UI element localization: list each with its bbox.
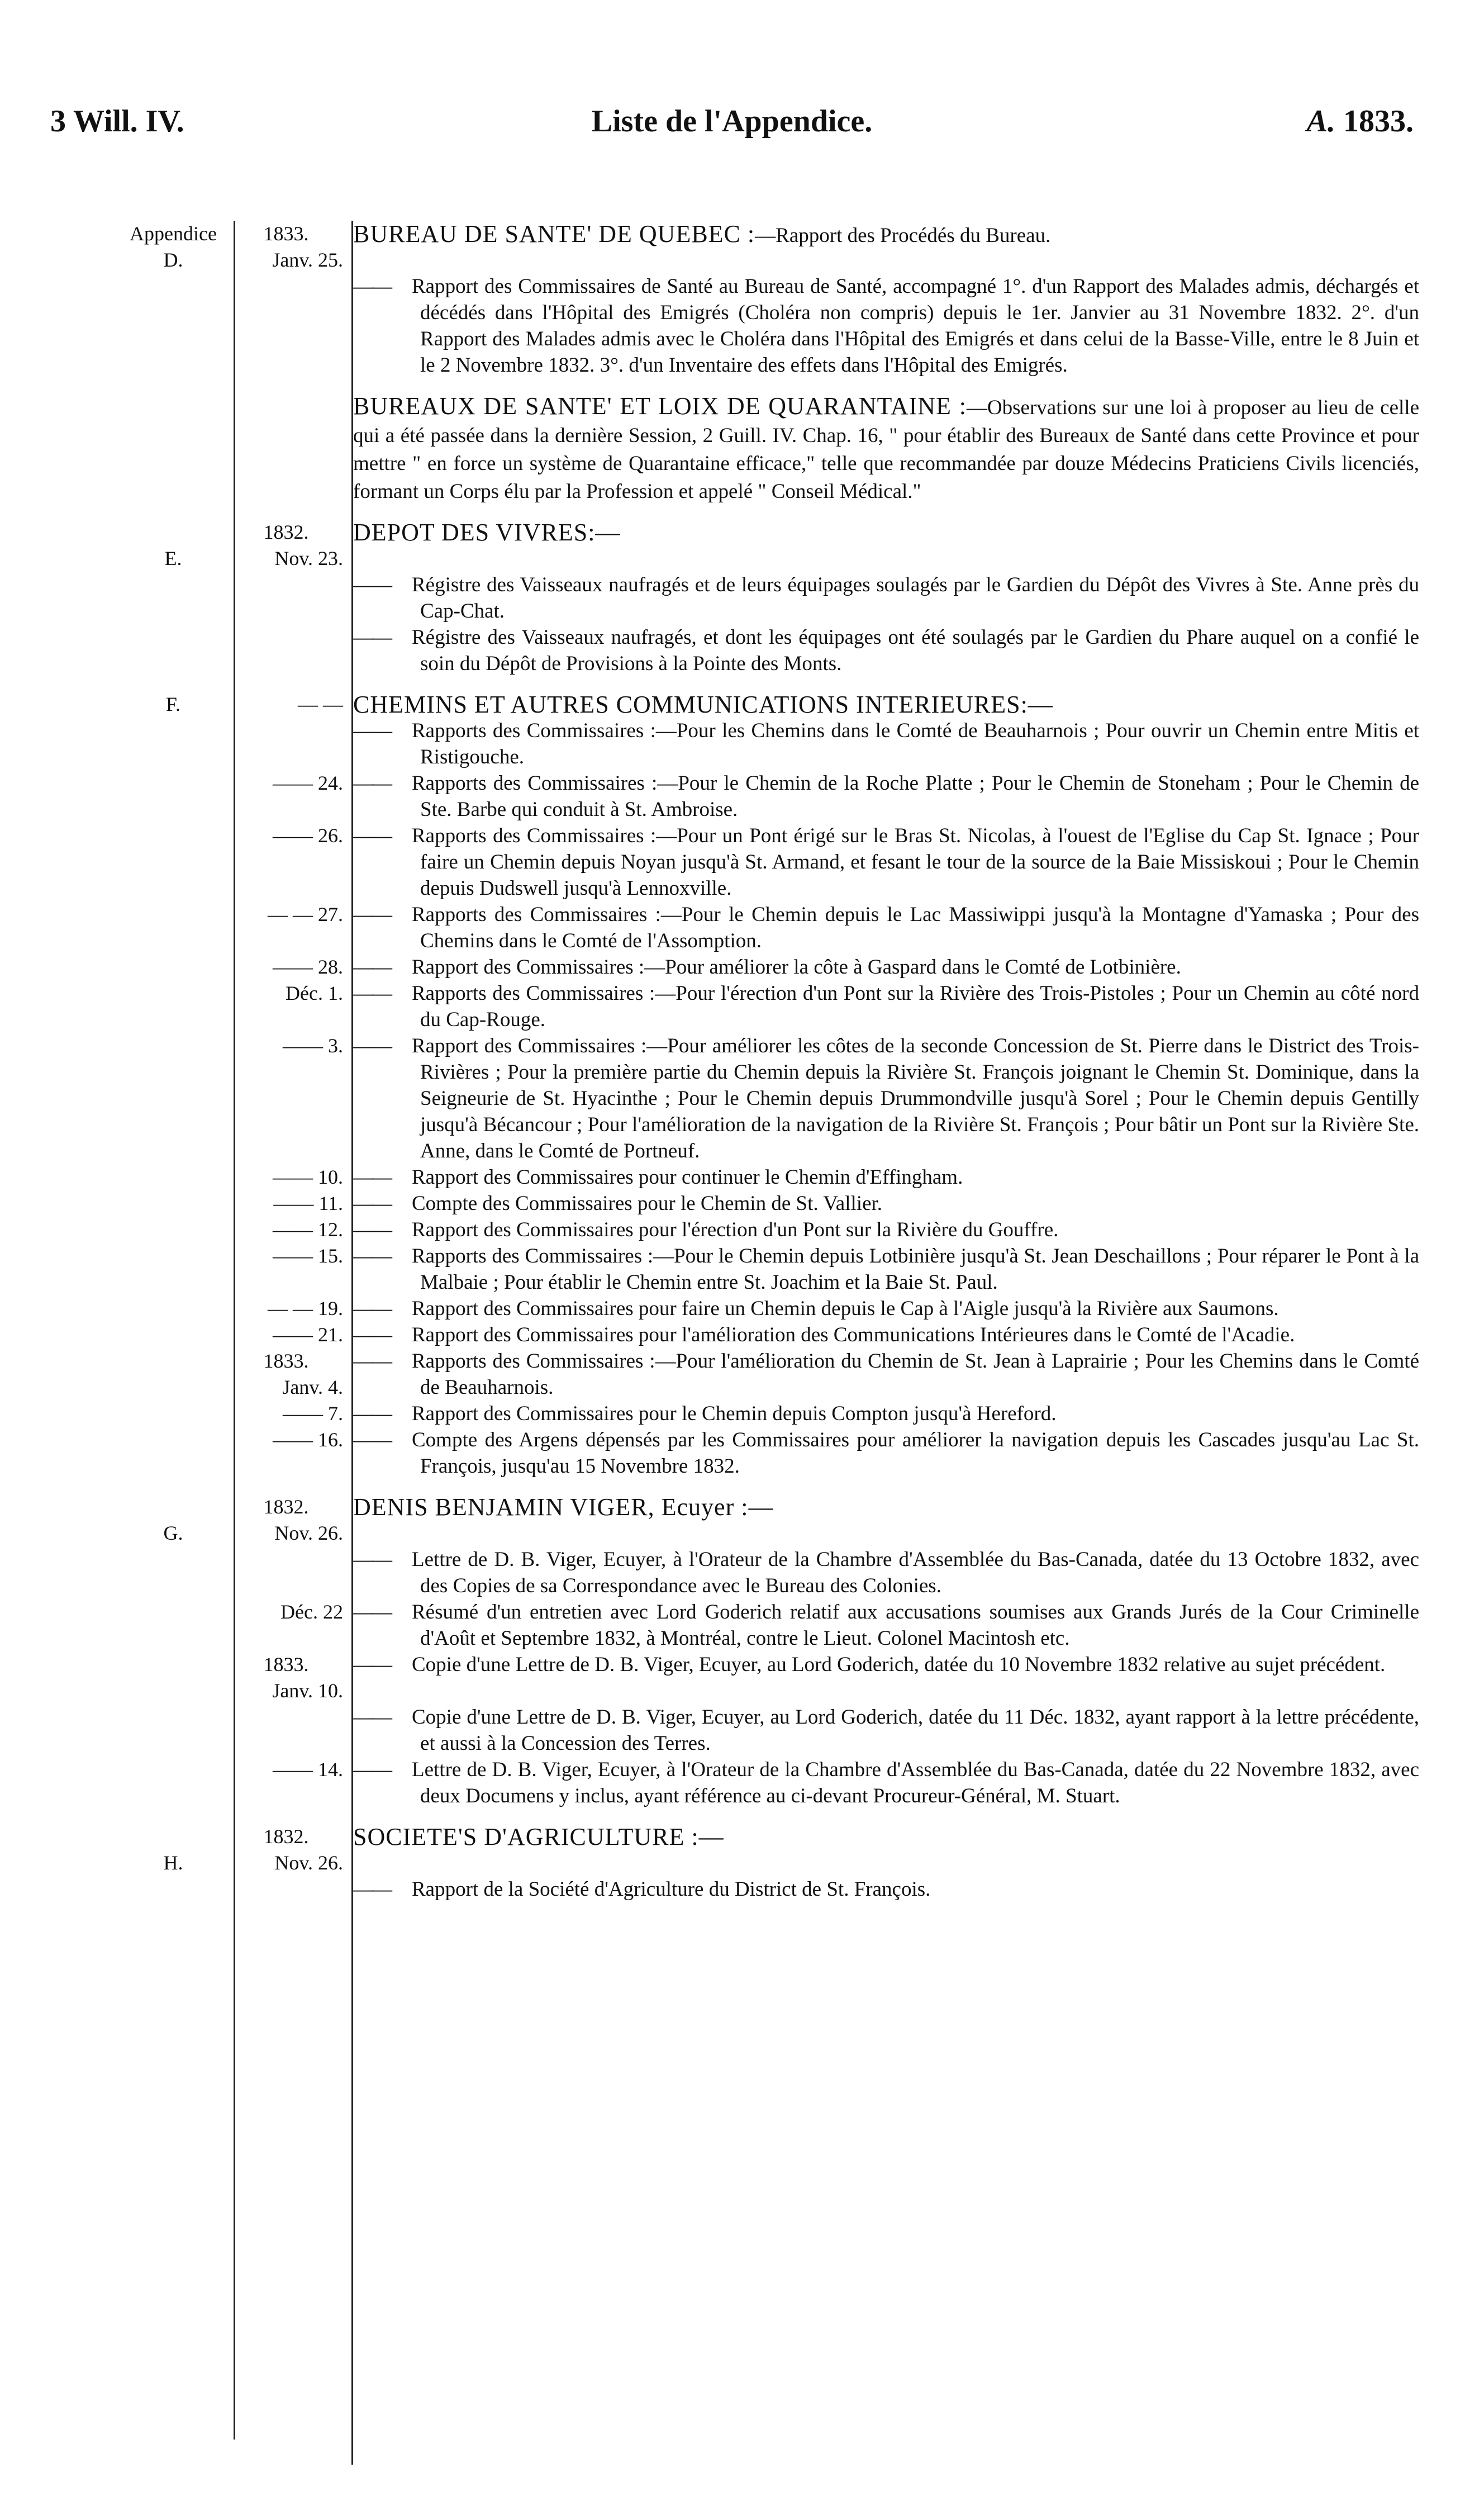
appendix-spacer — [117, 1651, 229, 1678]
appendix-entry — [117, 1427, 1419, 1479]
entry-year: 1832. — [263, 1825, 309, 1848]
entry-dash: —— — [353, 1297, 390, 1320]
appendix-letter: F. — [165, 693, 181, 715]
entry-text-cell — [346, 691, 1419, 718]
entry-dash: —— — [353, 1402, 390, 1425]
appendix-cell — [117, 221, 229, 273]
entry-text: Compte des Argens dépensés par les Commissaires pour améliorer la navigation depuis les Cascades jusqu'au Lac St. François, jusqu'au 15 Novembre 1832. — [412, 1429, 1419, 1478]
entry-text: Régistre des Vaisseaux naufragés, et dont les équipages ont été soulagés par le Gardien du Phare auquel on a confié le soin du Dépôt de Provisions à la Pointe des Monts. — [412, 626, 1419, 675]
entry-year: 1833. — [263, 1350, 309, 1372]
entry-heading — [353, 1824, 1419, 1850]
appendix-entry — [117, 1164, 1419, 1190]
heading-description: —Observations sur une loi à proposer au lieu de celle qui a été passée dans la dernière Session, 2 Guill. IV. Chap. 16, " pour établir des Bureaux de Santé dans cette Province et pour mettre " en force un système de Quarantaine efficace," telle que recommandée par douze Médecins Praticiens Civils licenciés, formant un Corps élu par la Profession et appelé " Conseil Médical." — [353, 396, 1419, 503]
heading-title: BUREAU DE SANTE' DE QUEBEC : — [353, 220, 755, 248]
entry-date: —— 21. — [273, 1323, 343, 1346]
entry-dash: —— — [353, 1758, 390, 1781]
entry-text-cell — [346, 1494, 1419, 1520]
entry-dash: —— — [353, 1878, 390, 1901]
appendix-entry — [117, 1651, 1419, 1704]
entry-text: Rapports des Commissaires :—Pour l'amélioration du Chemin de St. Jean à Laprairie ; Pour les Chemins dans le Comté de Beauharnois. — [412, 1350, 1419, 1399]
heading-title: SOCIETE'S D'AGRICULTURE :— — [353, 1823, 724, 1850]
entry-dash: —— — [353, 1166, 390, 1189]
entry-dash: —— — [353, 1548, 390, 1571]
entry-text: Rapport des Commissaires pour l'érection d'un Pont sur la Rivière du Gouffre. — [412, 1218, 1059, 1241]
entry-heading — [353, 519, 1419, 545]
entry-description — [353, 1348, 1419, 1401]
appendix-entry — [117, 1348, 1419, 1401]
entry-date — [338, 626, 343, 648]
entry-text-cell — [346, 823, 1419, 901]
entry-dash: —— — [353, 626, 390, 649]
appendix-letter: H. — [163, 1852, 183, 1874]
entry-text-cell — [346, 624, 1419, 677]
entry-text-cell — [346, 954, 1419, 980]
entry-description — [353, 572, 1419, 624]
entry-dash: —— — [353, 772, 390, 795]
appendix-entry — [117, 1190, 1419, 1217]
entry-description — [353, 1033, 1419, 1164]
entry-description — [353, 770, 1419, 823]
entry-text: Copie d'une Lettre de D. B. Viger, Ecuyer, au Lord Goderich, datée du 11 Déc. 1832, ayant rapport à la lettre précédente, et aussi à la Concession des Terres. — [412, 1706, 1419, 1755]
year-value: 1833. — [1343, 104, 1414, 139]
entry-date-cell — [229, 1494, 346, 1546]
entry-text-cell — [346, 1876, 1419, 1902]
entry-dash: —— — [353, 1218, 390, 1241]
entry-dash: —— — [353, 275, 390, 298]
appendix-cell — [117, 691, 229, 718]
entry-date-cell — [229, 1401, 346, 1427]
entry-date: —— 10. — [273, 1166, 343, 1188]
entry-date — [338, 275, 343, 297]
entry-text-cell — [346, 1322, 1419, 1348]
entry-text: Rapports des Commissaires :—Pour le Chemin depuis Lotbinière jusqu'à St. Jean Deschaillons ; Pour réparer le Pont à la Malbaie ; Pour établir le Chemin entre St. Joachim et la Baie St. Paul. — [412, 1245, 1419, 1294]
entry-text-cell — [346, 770, 1419, 823]
entry-text: Rapports des Commissaires :—Pour le Chemin de la Roche Platte ; Pour le Chemin de Stoneham ; Pour le Chemin de Ste. Barbe qui conduit à St. Ambroise. — [412, 772, 1419, 821]
appendix-entry — [117, 1401, 1419, 1427]
entry-year: 1833. — [263, 222, 309, 245]
entry-date-cell — [229, 770, 346, 796]
appendix-entry — [117, 1494, 1419, 1546]
entry-description — [353, 1217, 1419, 1243]
entry-date-cell — [229, 1348, 346, 1401]
appendix-entry — [117, 393, 1419, 505]
entry-text: Rapport des Commissaires :—Pour améliorer la côte à Gaspard dans le Comté de Lotbinière. — [412, 956, 1181, 979]
entry-text-cell — [346, 1824, 1419, 1850]
appendix-entry — [117, 1243, 1419, 1295]
appendix-entry — [117, 1546, 1419, 1599]
heading-title: CHEMINS ET AUTRES COMMUNICATIONS INTERIEURES:— — [353, 691, 1053, 718]
entry-date-cell — [229, 1876, 346, 1902]
entry-dash: —— — [353, 824, 390, 847]
appendix-entry — [117, 1322, 1419, 1348]
page-title: Liste de l'Appendice. — [591, 104, 873, 139]
page-header — [50, 103, 1414, 154]
entry-dash: —— — [353, 903, 390, 926]
entry-date: Nov. 26. — [274, 1522, 343, 1544]
entry-date-cell — [229, 1243, 346, 1269]
entry-text: Copie d'une Lettre de D. B. Viger, Ecuyer, au Lord Goderich, datée du 10 Novembre 1832 relative au sujet précédent. — [412, 1653, 1386, 1676]
entry-date-cell — [229, 519, 346, 572]
entry-dash: —— — [353, 1034, 390, 1057]
entry-year: 1832. — [263, 1496, 309, 1518]
entry-dash: —— — [353, 1706, 390, 1729]
entry-description — [353, 1876, 1419, 1902]
entry-text: Rapports des Commissaires :—Pour l'érection d'un Pont sur la Rivière des Trois-Pistoles ; Pour un Chemin au côté nord du Cap-Rouge. — [412, 982, 1419, 1031]
entry-text-cell — [346, 1757, 1419, 1809]
appendix-entry — [117, 691, 1419, 718]
entry-date: —— 15. — [273, 1245, 343, 1267]
entry-date-cell — [229, 954, 346, 980]
entry-description — [353, 901, 1419, 954]
appendix-entry — [117, 823, 1419, 901]
appendix-entry — [117, 572, 1419, 624]
entry-date-cell — [229, 624, 346, 651]
entry-date: — — 27. — [268, 903, 343, 926]
appendix-entry — [117, 624, 1419, 677]
entry-date — [338, 1878, 343, 1900]
entry-dash: —— — [353, 573, 390, 596]
entry-description — [353, 273, 1419, 378]
entry-text: Rapport des Commissaires pour le Chemin depuis Compton jusqu'à Hereford. — [412, 1402, 1057, 1425]
entry-dash: —— — [353, 1350, 390, 1373]
entry-text-cell — [346, 1704, 1419, 1757]
entry-date — [338, 719, 343, 742]
entry-date: —— 26. — [273, 824, 343, 847]
appendix-entry — [117, 1824, 1419, 1876]
entry-date-cell — [229, 980, 346, 1007]
entry-description — [353, 1164, 1419, 1190]
entry-date-cell — [229, 1824, 346, 1876]
entry-text-cell — [346, 1033, 1419, 1164]
entry-date-cell — [229, 1546, 346, 1573]
entry-date: Janv. 4. — [282, 1376, 343, 1398]
entry-text-cell — [346, 1243, 1419, 1295]
entry-text: Compte des Commissaires pour le Chemin de St. Vallier. — [412, 1192, 883, 1215]
section-gap — [117, 1479, 1419, 1494]
entry-description — [353, 823, 1419, 901]
entry-text-cell — [346, 273, 1419, 378]
entry-date-cell — [229, 1427, 346, 1453]
entry-description — [353, 1243, 1419, 1295]
entry-text: Résumé d'un entretien avec Lord Goderich relatif aux accusations soumises aux Grands Jurés de la Cour Criminelle d'Août et Septembre 1832, à Montréal, contre le Lieut. Colonel Macintosh etc. — [412, 1601, 1419, 1650]
entry-dash: —— — [353, 1601, 390, 1624]
appendix-letter: G. — [163, 1522, 183, 1544]
entry-text-cell — [346, 1599, 1419, 1651]
entry-date-cell — [229, 1651, 346, 1704]
entry-date-cell — [229, 273, 346, 300]
entry-date-cell — [229, 393, 346, 419]
entry-date: —— 3. — [283, 1034, 343, 1057]
entry-year: 1832. — [263, 521, 309, 543]
appendix-entry — [117, 1217, 1419, 1243]
entry-date — [338, 395, 343, 417]
entry-description — [353, 1295, 1419, 1322]
appendix-entry — [117, 770, 1419, 823]
heading-description: —Rapport des Procédés du Bureau. — [755, 224, 1051, 247]
entry-description — [353, 980, 1419, 1033]
entry-date: — — 19. — [268, 1297, 343, 1320]
entry-date: —— 24. — [273, 772, 343, 794]
entry-heading — [353, 1494, 1419, 1520]
entry-dash: —— — [353, 1245, 390, 1268]
entry-date-cell — [229, 1599, 346, 1625]
appendix-cell — [117, 1494, 229, 1546]
entry-date: —— 28. — [273, 956, 343, 978]
entry-description — [353, 1704, 1419, 1757]
entry-dash: —— — [353, 1323, 390, 1346]
entry-date-cell — [229, 823, 346, 849]
heading-title: DEPOT DES VIVRES:— — [353, 519, 621, 546]
appendix-entry — [117, 1876, 1419, 1902]
entry-date-cell — [229, 1704, 346, 1730]
entry-date: Déc. 22 — [280, 1601, 343, 1623]
entry-date-cell — [229, 901, 346, 928]
entry-date-cell — [229, 1190, 346, 1217]
appendix-entry — [117, 901, 1419, 954]
entry-date: Nov. 23. — [274, 547, 343, 570]
entry-text-cell — [346, 572, 1419, 624]
entry-description — [353, 954, 1419, 980]
appendix-entry — [117, 273, 1419, 378]
appendix-entry — [117, 221, 1419, 273]
section-gap — [117, 677, 1419, 691]
entry-description — [353, 1599, 1419, 1651]
section-gap — [117, 1809, 1419, 1824]
entry-dash: —— — [353, 1192, 390, 1215]
entry-text: Rapport des Commissaires pour faire un Chemin depuis le Cap à l'Aigle jusqu'à la Rivière aux Saumons. — [412, 1297, 1279, 1320]
heading-title: DENIS BENJAMIN VIGER, Ecuyer :— — [353, 1493, 774, 1521]
entry-description — [353, 718, 1419, 770]
entry-description — [353, 1427, 1419, 1479]
appendix-entry — [117, 718, 1419, 770]
appendix-listing — [117, 221, 1419, 1902]
entry-text-cell — [346, 519, 1419, 545]
entry-description — [353, 1322, 1419, 1348]
entry-text-cell — [346, 221, 1419, 249]
entry-dash: —— — [353, 1429, 390, 1451]
entry-description — [353, 1190, 1419, 1217]
entry-date: Janv. 10. — [272, 1679, 343, 1702]
appendix-entry — [117, 954, 1419, 980]
entry-date-cell — [229, 1164, 346, 1190]
entry-text-cell — [346, 1427, 1419, 1479]
year-reference — [1307, 103, 1414, 139]
entry-description — [353, 1546, 1419, 1599]
entry-date-cell — [229, 1322, 346, 1348]
appendix-spacer — [117, 1348, 229, 1374]
entry-text-cell — [346, 393, 1419, 505]
appendix-letter: D. — [163, 249, 183, 271]
entry-date-cell — [229, 1033, 346, 1059]
entry-dash: —— — [353, 956, 390, 979]
entry-date: Déc. 1. — [286, 982, 343, 1004]
entry-heading — [353, 393, 1419, 505]
appendix-entry — [117, 1295, 1419, 1322]
entry-date — [338, 1548, 343, 1570]
session-reference: 3 Will. IV. — [50, 104, 184, 139]
entry-text: Rapports des Commissaires :—Pour le Chemin depuis le Lac Massiwippi jusqu'à la Montagne d'Yamaska ; Pour des Chemins dans le Comté de l'Assomption. — [412, 903, 1419, 952]
entry-date-cell — [229, 572, 346, 598]
entry-text-cell — [346, 1164, 1419, 1190]
entry-text: Lettre de D. B. Viger, Ecuyer, à l'Orateur de la Chambre d'Assemblée du Bas-Canada, datée du 13 Octobre 1832, avec des Copies de sa Correspondance avec le Bureau des Colonies. — [412, 1548, 1419, 1597]
entry-heading — [353, 691, 1419, 718]
entry-date-cell — [229, 718, 346, 744]
entry-description — [353, 1401, 1419, 1427]
entry-year: 1833. — [263, 1653, 309, 1676]
appendix-cell — [117, 1348, 229, 1374]
appendix-label: Appendice — [130, 222, 217, 245]
entry-text-cell — [346, 718, 1419, 770]
appendix-spacer — [117, 1494, 229, 1520]
entry-date-cell — [229, 1757, 346, 1783]
entry-heading — [353, 221, 1419, 249]
appendix-entry — [117, 519, 1419, 572]
entry-date: —— 11. — [273, 1192, 343, 1214]
appendix-entry — [117, 1757, 1419, 1809]
entry-text: Rapport de la Société d'Agriculture du District de St. François. — [412, 1878, 931, 1901]
appendix-cell — [117, 519, 229, 572]
entry-text-cell — [346, 1546, 1419, 1599]
entry-text: Rapport des Commissaires pour l'amélioration des Communications Intérieures dans le Comté de l'Acadie. — [412, 1323, 1295, 1346]
entry-date: Nov. 26. — [274, 1852, 343, 1874]
year-prefix: A. — [1306, 104, 1335, 139]
entry-text-cell — [346, 1651, 1419, 1678]
entry-text: Rapports des Commissaires :—Pour les Chemins dans le Comté de Beauharnois ; Pour ouvrir un Chemin entre Mitis et Ristigouche. — [412, 719, 1419, 768]
entry-date: —— 12. — [273, 1218, 343, 1241]
entry-date: — — — [298, 693, 343, 715]
entry-date: —— 14. — [273, 1758, 343, 1781]
entry-text: Rapport des Commissaires de Santé au Bureau de Santé, accompagné 1°. d'un Rapport des Malades admis, déchargés et décédés dans l'Hôpital des Emigrés (Choléra non compris) depuis le 1er. Janvier au 31 Novembre 1832. 2°. d'un Rapport des Malades admis avec le Choléra dans l'Hôpital des Emigrés et dans celui de la Basse-Ville, entre le 8 Juin et le 2 Novembre 1832. 3°. d'un Inventaire des effets dans l'Hôpital des Emigrés. — [412, 275, 1419, 377]
entry-text: Rapport des Commissaires pour continuer le Chemin d'Effingham. — [412, 1166, 963, 1189]
appendix-spacer — [117, 1824, 229, 1850]
paragraph-gap — [117, 378, 1419, 393]
appendix-cell — [117, 1824, 229, 1876]
appendix-cell — [117, 1651, 229, 1678]
appendix-entry — [117, 1599, 1419, 1651]
entry-dash: —— — [353, 982, 390, 1005]
entry-text-cell — [346, 1295, 1419, 1322]
appendix-letter: E. — [164, 547, 182, 570]
entry-date-cell — [229, 1295, 346, 1322]
entry-text-cell — [346, 901, 1419, 954]
entry-text: Lettre de D. B. Viger, Ecuyer, à l'Orateur de la Chambre d'Assemblée du Bas-Canada, datée du 22 Novembre 1832, avec deux Documens y inclus, ayant référence au ci-devant Procureur-Général, M. Stuart. — [412, 1758, 1419, 1807]
entry-date-cell — [229, 1217, 346, 1243]
appendix-entry — [117, 1704, 1419, 1757]
entry-text-cell — [346, 1401, 1419, 1427]
appendix-entry — [117, 980, 1419, 1033]
entry-date-cell — [229, 691, 346, 718]
entry-text-cell — [346, 1217, 1419, 1243]
appendix-entry — [117, 1033, 1419, 1164]
entry-text: Rapports des Commissaires :—Pour un Pont érigé sur le Bras St. Nicolas, à l'ouest de l'Eglise du Cap St. Ignace ; Pour faire un Chemin depuis Noyan jusqu'à St. Armand, et fesant le tour de la source de la Baie Missiskoui ; Pour le Chemin depuis Dudswell jusqu'à Lennoxville. — [412, 824, 1419, 900]
appendix-spacer — [117, 519, 229, 545]
entry-text: Rapport des Commissaires :—Pour améliorer les côtes de la seconde Concession de St. Pierre dans le District des Trois-Rivières ; Pour la première partie du Chemin depuis la Rivière St. François joignant le Chemin St. Dominique, dans la Seigneurie de St. Hyacinthe ; Pour le Chemin depuis Drummondville jusqu'à Sorel ; Pour le Chemin depuis Gentilly jusqu'à Bécancour ; Pour l'amélioration de la navigation de la Rivière St. François ; Pour bâtir un Pont sur la Rivière Ste. Anne, dans le Comté de Portneuf. — [412, 1034, 1419, 1162]
entry-dash: —— — [353, 1653, 390, 1676]
entry-text-cell — [346, 1190, 1419, 1217]
entry-text-cell — [346, 980, 1419, 1033]
section-gap — [117, 505, 1419, 519]
entry-date — [338, 1706, 343, 1728]
entry-text: Régistre des Vaisseaux naufragés et de leurs équipages soulagés par le Gardien du Dépôt des Vivres à Ste. Anne près du Cap-Chat. — [412, 573, 1419, 623]
entry-date: —— 16. — [273, 1429, 343, 1451]
heading-title: BUREAUX DE SANTE' ET LOIX DE QUARANTAINE : — [353, 392, 967, 420]
entry-text-cell — [346, 1348, 1419, 1401]
entry-description — [353, 1757, 1419, 1809]
entry-dash: —— — [353, 719, 390, 742]
entry-description — [353, 1651, 1419, 1678]
entry-description — [353, 624, 1419, 677]
entry-date — [338, 573, 343, 596]
entry-date: Janv. 25. — [272, 249, 343, 271]
entry-date: —— 7. — [283, 1402, 343, 1425]
entry-date-cell — [229, 221, 346, 273]
